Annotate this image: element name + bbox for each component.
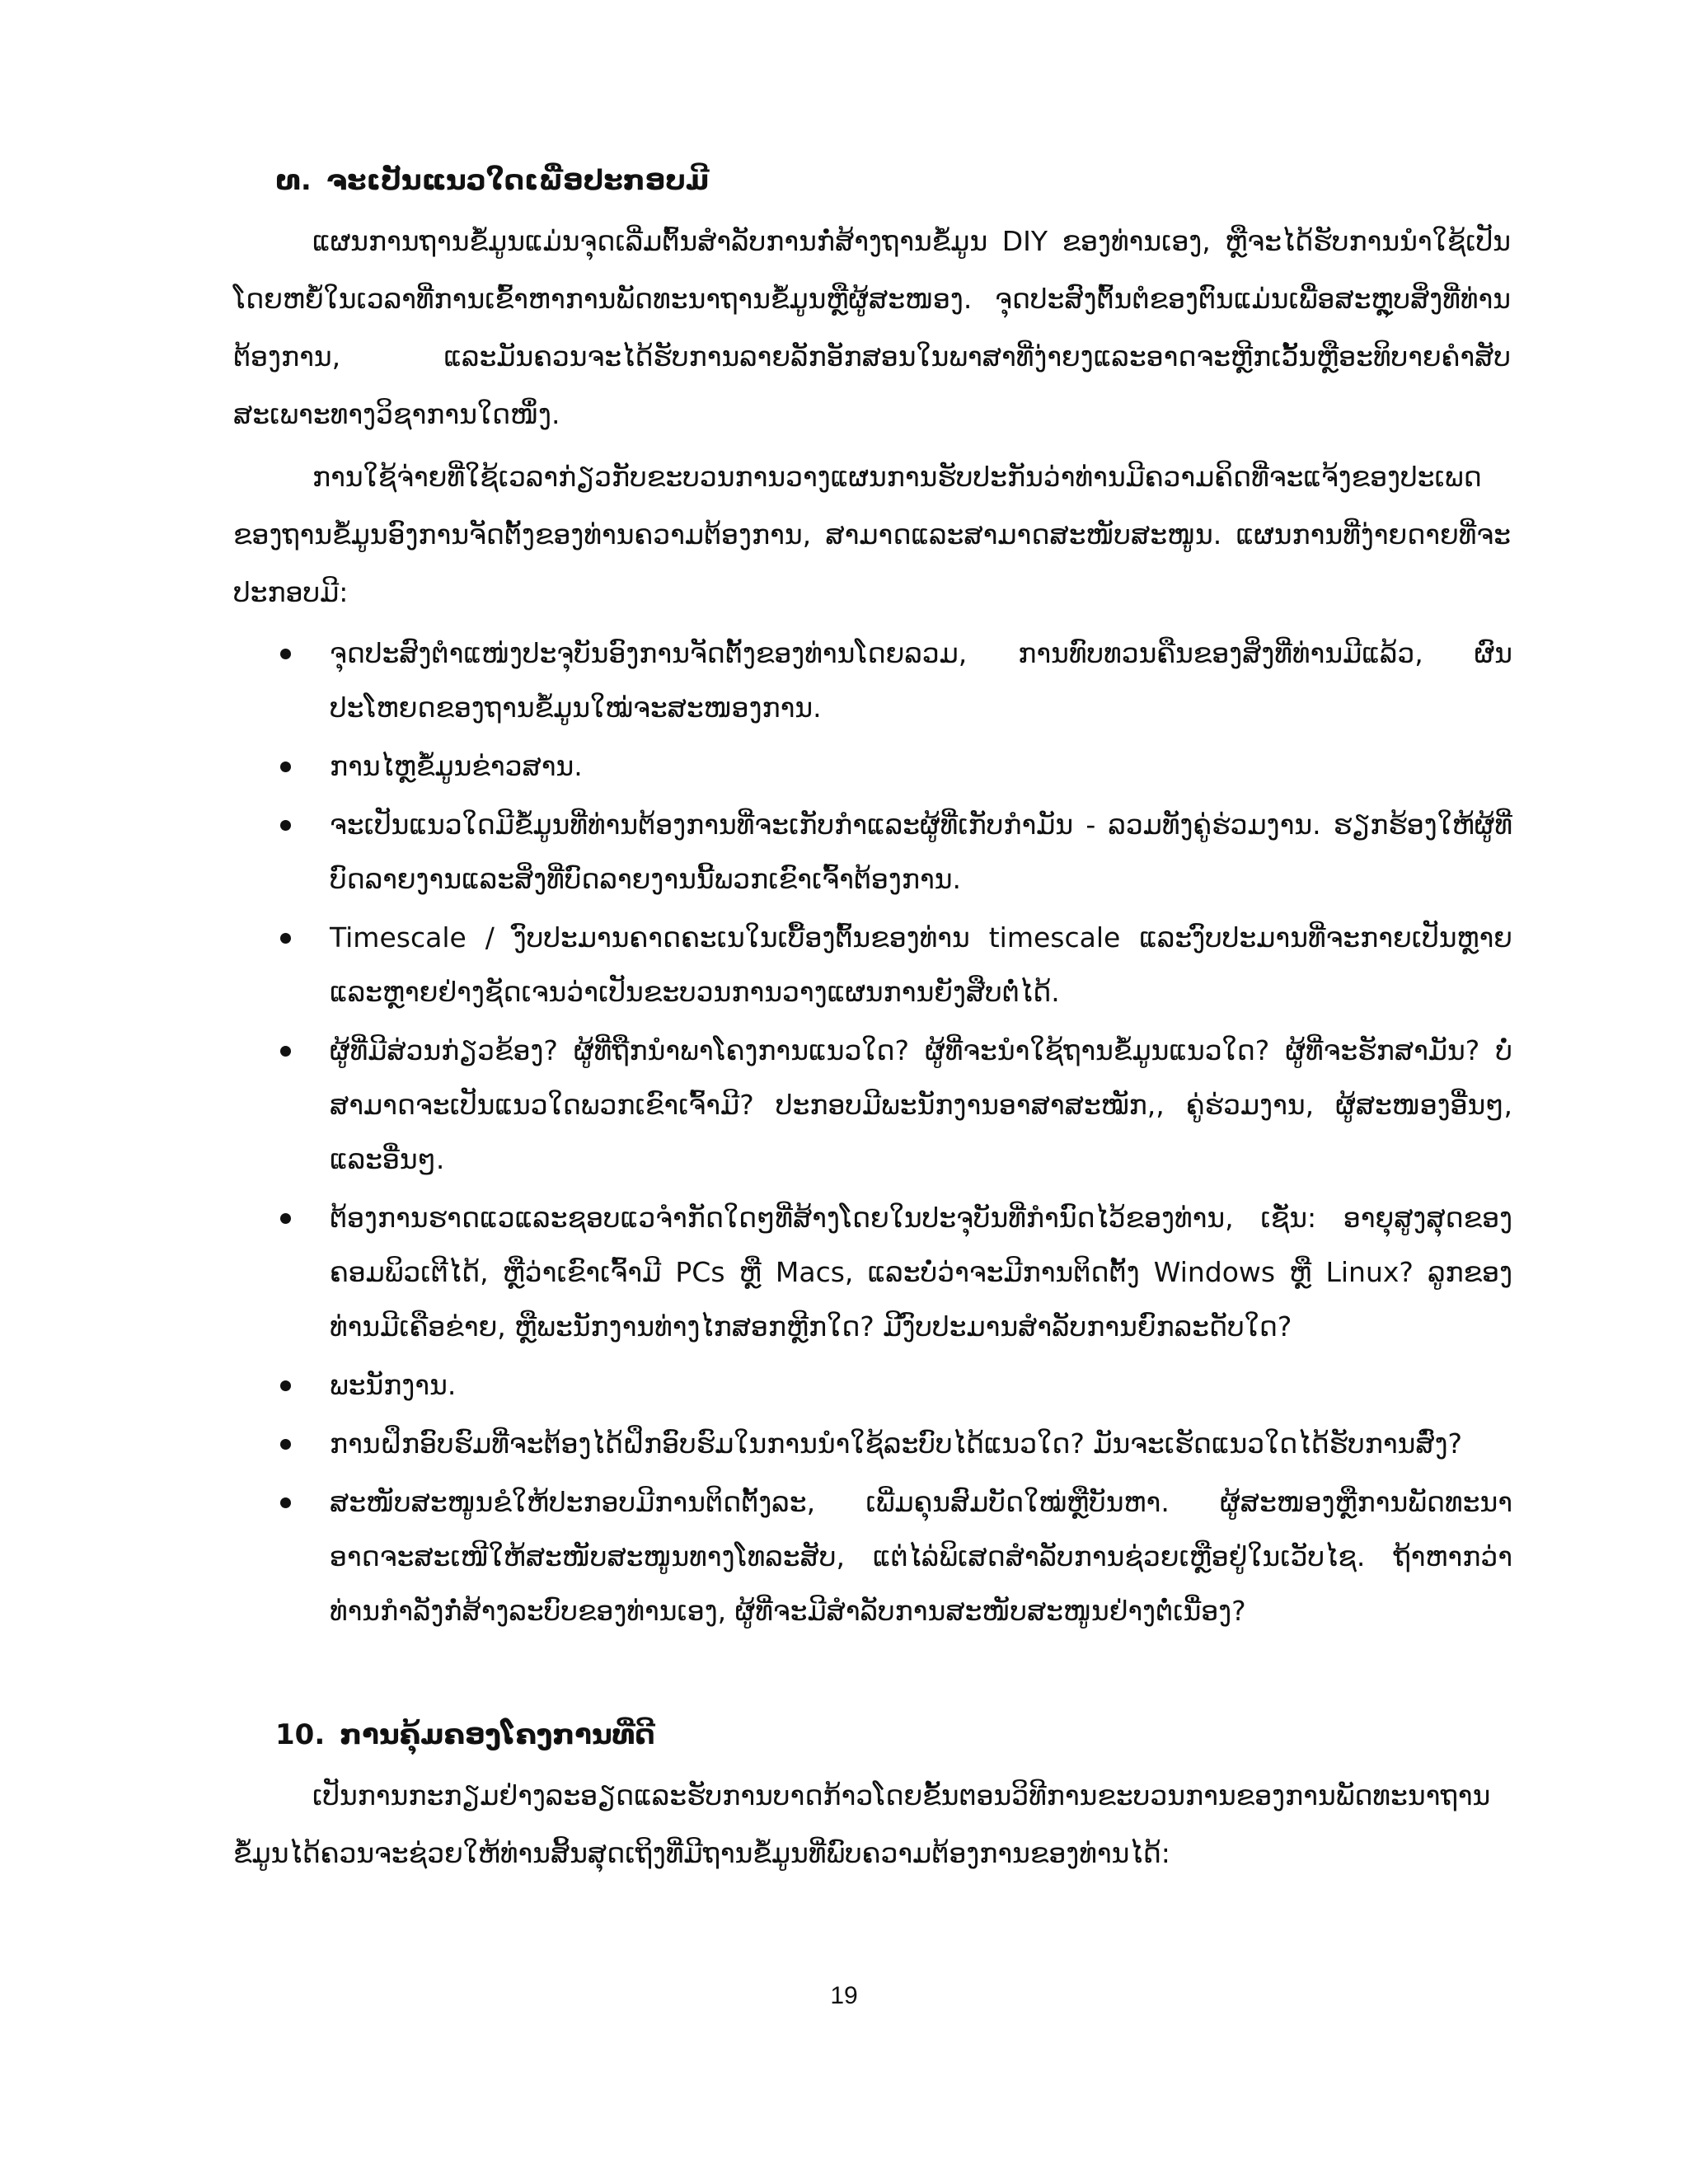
list-item	[280, 1417, 1512, 1471]
list-item-text: ສະໜັບສະໜູນຂໍໃຫ້ປະກອບມີການຕິດຕັ້ງລະ, ເພີ່ມຄຸນສົມບັດໃໝ່ຫຼືບັນຫາ. ຜູ້ສະໜອງຫຼືການພັດທະນາອາດຈະສະເໜີໃຫ້ສະໜັບສະໜູນທາງໂທລະສັບ, ແຕ່ໄລ່ພິເສດສໍາລັບການຊ່ວຍເຫຼືອຢູ່ໃນເວັບໄຊ. ຖ້າຫາກວ່າທ່ານກໍາລັງກໍ່ສ້າງລະບົບຂອງທ່ານເອງ, ຜູ້ທີ່ຈະມີສໍາລັບການສະໜັບສະໜູນຢ່າງຕໍ່ເນື່ອງ?	[330, 1486, 1512, 1627]
list-item-text: ຈະເປັນແນວໃດມີຂໍ້ມູນທີ່ທ່ານຕ້ອງການທີ່ຈະເກັບກໍາແລະຜູ້ທີ່ເກັບກໍາມັນ - ລວມທັງຄູ່ຮ່ວມງານ. ຮຽກຮ້ອງໃຫ້ຜູ້ທີ່ບົດລາຍງານແລະສິ່ງທີ່ບົດລາຍງານນີ້ພວກເຂົາເຈົ້າຕ້ອງການ.	[330, 808, 1512, 895]
bullet-icon	[280, 1046, 291, 1057]
list-item-text: ຕ້ອງການຮາດແວແລະຊອບແວຈໍາກັດໃດໆທີ່ສ້າງໂດຍໃນປະຈຸບັນທີ່ກໍານົດໄວ້ຂອງທ່ານ, ເຊັ່ນ: ອາຍຸສູງສຸດຂອງຄອມພິວເຕີໄດ້, ຫຼືວ່າເຂົາເຈົ້າມີ PCs ຫຼື Macs, ແລະບໍ່ວ່າຈະມີການຕິດຕັ້ງ Windows ຫຼື Linux? ລູກຂອງທ່ານມີເຄືອຂ່າຍ, ຫຼືພະນັກງານທ່າງໄກສອກຫຼີກໃດ? ມີງົບປະມານສໍາລັບການຍົກລະດັບໃດ?	[330, 1202, 1512, 1343]
section-9-paragraph-1: ແຜນການຖານຂໍ້ມູນແມ່ນຈຸດເລີ່ມຕົ້ນສໍາລັບການກໍ່ສ້າງຖານຂໍ້ມູນ DIY ຂອງທ່ານເອງ, ຫຼືຈະໄດ້ຮັບການນໍາໃຊ້ເປັນໂດຍຫຍໍ້ໃນເວລາທີ່ການເຂົ້າຫາການພັດທະນາຖານຂໍ້ມູນຫຼືຜູ້ສະໜອງ. ຈຸດປະສົງຕົ້ນຕໍຂອງຕົນແມ່ນເພື່ອສະຫຼຸບສິ່ງທີ່ທ່ານຕ້ອງການ, ແລະມັນຄວນຈະໄດ້ຮັບການລາຍລັກອັກສອນໃນພາສາທີ່ງ່າຍງແລະອາດຈະຫຼີກເວັ້ນຫຼືອະທິບາຍຄໍາສັບສະເພາະທາງວິຊາການໃດໜຶ່ງ.	[233, 225, 1511, 430]
section-10-heading	[275, 1716, 655, 1754]
list-item	[280, 911, 1512, 1019]
list-item-text: ຈຸດປະສົງຕໍາແໜ່ງປະຈຸບັນອົງການຈັດຕັ້ງຂອງທ່ານໂດຍລວມ, ການທົບທວນຄືນຂອງສິ່ງທີ່ທ່ານມີແລ້ວ, ຜົນປະໂຫຍດຂອງຖານຂໍ້ມູນໃໝ່ຈະສະໜອງການ.	[330, 637, 1512, 724]
list-item	[280, 798, 1512, 907]
page-number: 19	[830, 1982, 858, 2009]
bullet-icon	[280, 1497, 291, 1508]
list-item-text: ການຝຶກອົບຮົມທີ່ຈະຕ້ອງໄດ້ຝຶກອົບຮົມໃນການນໍາໃຊ້ລະບົບໄດ້ແນວໃດ? ມັນຈະເຮັດແນວໃດໄດ້ຮັບການສົ່ງ?	[330, 1427, 1463, 1460]
list-item	[280, 626, 1512, 735]
section-9-number: ໙.	[275, 164, 312, 197]
bullet-icon	[280, 649, 291, 659]
list-item	[280, 739, 1512, 794]
section-10-title: ການຄຸ້ມຄອງໂຄງການທີ່ດີ	[340, 1718, 655, 1751]
section-9-paragraph-2: ການໃຊ້ຈ່າຍທີ່ໃຊ້ເວລາກ່ຽວກັບຂະບວນການວາງແຜນການຮັບປະກັນວ່າທ່ານມີຄວາມຄິດທີ່ຈະແຈ້ງຂອງປະເພດຂອງຖານຂໍ້ມູນອົງການຈັດຕັ້ງຂອງທ່ານຄວາມຕ້ອງການ, ສາມາດແລະສາມາດສະໜັບສະໜູນ. ແຜນການທີ່ງ່າຍດາຍທີ່ຈະປະກອບມີ:	[233, 461, 1511, 608]
list-item-text: ພະນັກງານ.	[330, 1369, 457, 1401]
bullet-icon	[280, 1439, 291, 1450]
list-item	[280, 1024, 1512, 1187]
bullet-icon	[280, 820, 291, 831]
bullet-icon	[280, 933, 291, 944]
section-10-number: 10.	[275, 1718, 326, 1751]
section-9-title: ຈະເປັນແນວໃດເພື່ອປະກອບມີ	[326, 164, 710, 197]
list-item	[280, 1191, 1512, 1354]
list-item-text: ຜູ້ທີ່ມີສ່ວນກ່ຽວຂ້ອງ? ຜູ້ທີ່ຖືກນໍາພາໂຄງການແນວໃດ? ຜູ້ທີ່ຈະນໍາໃຊ້ຖານຂໍ້ມູນແນວໃດ? ຜູ້ທີ່ຈະຮັກສາມັນ? ບໍ່ສາມາດຈະເປັນແນວໃດພວກເຂົາເຈົ້າມີ? ປະກອບມີພະນັກງານອາສາສະໝັກ,, ຄູ່ຮ່ວມງານ, ຜູ້ສະໜອງອື່ນໆ, ແລະອື່ນໆ.	[330, 1034, 1512, 1175]
bullet-icon	[280, 1380, 291, 1391]
list-item	[280, 1475, 1512, 1638]
list-item-text: ການໄຫຼຂໍ້ມູນຂ່າວສານ.	[330, 750, 583, 782]
section-9-heading	[275, 162, 709, 199]
list-item	[280, 1358, 1512, 1413]
list-item-text: Timescale / ງົບປະມານຄາດຄະເນໃນເບື້ອງຕົ້ນຂອງທ່ານ timescale ແລະງົບປະມານທີ່ຈະກາຍເປັນຫຼາຍແລະຫຼາຍຢ່າງຊັດເຈນວ່າເປັນຂະບວນການວາງແຜນການຍັງສືບຕໍ່ໄດ້.	[330, 921, 1512, 1008]
bullet-icon	[280, 762, 291, 772]
requirements-bullet-list	[280, 626, 1512, 1643]
section-10-paragraph: ເປັນການກະກຽມຢ່າງລະອຽດແລະຮັບການບາດກ້າວໂດຍຂັ້ນຕອນວິທີການຂະບວນການຂອງການພັດທະນາຖານຂໍ້ມູນໄດ້ຄວນຈະຊ່ວຍໃຫ້ທ່ານສິ້ນສຸດເຖິງທີ່ມີຖານຂໍ້ມູນທີ່ພົບຄວາມຕ້ອງການຂອງທ່ານໄດ້:	[233, 1779, 1491, 1869]
bullet-icon	[280, 1213, 291, 1224]
